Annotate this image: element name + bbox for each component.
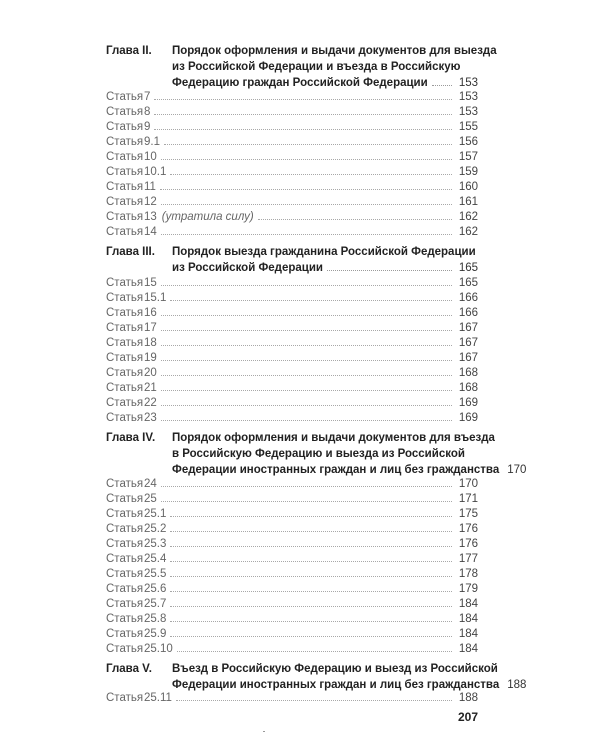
- article-row: [106, 396, 478, 411]
- dot-leader: [170, 545, 452, 547]
- article-page-number: 159: [458, 166, 478, 178]
- article-word: Статья: [106, 692, 144, 704]
- article-word: Статья: [106, 226, 144, 238]
- article-row: [106, 195, 478, 210]
- article-word: Статья: [106, 151, 144, 163]
- article-word: Статья: [106, 337, 144, 349]
- article-number: 25.8: [144, 613, 167, 625]
- article-row: [106, 537, 478, 552]
- article-row: [106, 507, 478, 522]
- article-word: Статья: [106, 136, 144, 148]
- chapter-page-number: 170: [507, 464, 527, 476]
- article-number: 9.1: [144, 136, 160, 148]
- article-row: [106, 336, 478, 351]
- article-row: [106, 567, 478, 582]
- article-page-number: 153: [458, 91, 478, 103]
- article-word: Статья: [106, 553, 144, 565]
- chapter-title-line: Федерации иностранных граждан и лиц без гражданства 188: [172, 679, 527, 691]
- article-page-number: 184: [458, 643, 478, 655]
- dot-leader: [154, 128, 452, 130]
- dot-leader: [161, 359, 452, 361]
- article-page-number: 167: [458, 322, 478, 334]
- article-row: [106, 691, 478, 706]
- chapter-title-line: Въезд в Российскую Федерацию и выезд из Российской: [172, 663, 498, 675]
- article-word: Статья: [106, 523, 144, 535]
- article-row: [106, 135, 478, 150]
- article-word: Статья: [106, 292, 144, 304]
- article-number: 25.10: [144, 643, 173, 655]
- dot-leader: [170, 173, 452, 175]
- article-word: Статья: [106, 121, 144, 133]
- article-number: 25.11: [144, 692, 172, 704]
- article-page-number: 162: [458, 211, 478, 223]
- chapter-label: Глава IV.: [106, 432, 156, 444]
- dot-leader: [160, 188, 452, 190]
- article-number: 10.1: [144, 166, 167, 178]
- chapter-title: [172, 244, 478, 276]
- article-word: Статья: [106, 643, 144, 655]
- article-page-number: 162: [458, 226, 478, 238]
- article-page-number: 155: [458, 121, 478, 133]
- article-page-number: 165: [458, 277, 478, 289]
- article-word: Статья: [106, 628, 144, 640]
- dot-leader: [170, 530, 452, 532]
- article-word: Статья: [106, 478, 144, 490]
- article-page-number: 178: [458, 568, 478, 580]
- chapter-label: Глава II.: [106, 45, 152, 57]
- article-page-number: 166: [458, 307, 478, 319]
- article-row: [106, 582, 478, 597]
- chapter-title-line: Порядок оформления и выдачи документов для выезда: [172, 45, 497, 57]
- dot-leader: [432, 84, 452, 86]
- dot-leader: [161, 485, 452, 487]
- article-row: [106, 552, 478, 567]
- dot-leader: [161, 329, 452, 331]
- dot-leader: [161, 389, 452, 391]
- article-page-number: 153: [458, 106, 478, 118]
- article-page-number: 177: [458, 553, 478, 565]
- article-number: 25.9: [144, 628, 167, 640]
- dot-leader: [161, 344, 452, 346]
- article-word: Статья: [106, 508, 144, 520]
- dot-leader: [154, 98, 452, 100]
- dot-leader: [258, 218, 452, 220]
- article-page-number: 171: [458, 493, 478, 505]
- chapter-page-number: 153: [458, 77, 478, 89]
- article-number: 23: [144, 412, 157, 424]
- article-number: 18: [144, 337, 157, 349]
- article-page-number: 160: [458, 181, 478, 193]
- article-word: Статья: [106, 166, 144, 178]
- article-word: Статья: [106, 382, 144, 394]
- article-word: Статья: [106, 583, 144, 595]
- article-row: [106, 225, 478, 240]
- article-page-number: 168: [458, 382, 478, 394]
- article-word: Статья: [106, 412, 144, 424]
- article-row: [106, 276, 478, 291]
- chapter-label: Глава V.: [106, 663, 152, 675]
- article-number: 25.5: [144, 568, 167, 580]
- article-word: Статья: [106, 181, 144, 193]
- chapter-page-number: 165: [458, 262, 478, 274]
- article-row: [106, 492, 478, 507]
- dot-leader: [170, 575, 452, 577]
- article-number: 25.3: [144, 538, 167, 550]
- article-row: [106, 612, 478, 627]
- article-number: 20: [144, 367, 157, 379]
- article-word: Статья: [106, 277, 144, 289]
- article-number: 22: [144, 397, 157, 409]
- chapter-title-line: Федерации иностранных граждан и лиц без гражданства 170: [172, 464, 527, 476]
- article-number: 25.6: [144, 583, 167, 595]
- article-word: Статья: [106, 307, 144, 319]
- dot-leader: [154, 113, 452, 115]
- article-row: [106, 522, 478, 537]
- article-page-number: 188: [458, 692, 478, 704]
- article-row: [106, 165, 478, 180]
- article-number: 24: [144, 478, 157, 490]
- dot-leader: [176, 699, 452, 701]
- chapter-label: Глава III.: [106, 246, 155, 258]
- article-page-number: 156: [458, 136, 478, 148]
- dot-leader: [327, 269, 452, 271]
- dot-leader: [161, 284, 452, 286]
- article-page-number: 167: [458, 352, 478, 364]
- article-word: Статья: [106, 367, 144, 379]
- dot-leader: [161, 314, 452, 316]
- article-word: Статья: [106, 196, 144, 208]
- page-number: 207: [457, 710, 478, 724]
- dot-leader: [161, 233, 452, 235]
- article-page-number: 166: [458, 292, 478, 304]
- dot-leader: [170, 560, 452, 562]
- chapter-title-line: из Российской Федерации 165: [172, 262, 478, 274]
- dot-leader: [164, 143, 452, 145]
- article-row: [106, 210, 478, 225]
- article-word: Статья: [106, 598, 144, 610]
- article-row: [106, 105, 478, 120]
- dot-leader: [170, 635, 452, 637]
- chapter-title: [172, 430, 527, 478]
- article-row: [106, 120, 478, 135]
- article-number: 9: [144, 121, 151, 133]
- dot-leader: [161, 374, 452, 376]
- article-row: [106, 321, 478, 336]
- article-number: 25.2: [144, 523, 167, 535]
- article-row: [106, 381, 478, 396]
- article-word: Статья: [106, 106, 144, 118]
- dot-leader: [170, 299, 452, 301]
- article-page-number: 184: [458, 598, 478, 610]
- article-word: Статья: [106, 568, 144, 580]
- article-row: [106, 291, 478, 306]
- dot-leader: [161, 419, 452, 421]
- article-row: [106, 366, 478, 381]
- article-page-number: 161: [458, 196, 478, 208]
- article-row: [106, 642, 478, 657]
- article-page-number: 168: [458, 367, 478, 379]
- article-page-number: 169: [458, 412, 478, 424]
- article-page-number: 157: [458, 151, 478, 163]
- article-row: [106, 306, 478, 321]
- article-page-number: 167: [458, 337, 478, 349]
- dot-leader: [161, 500, 452, 502]
- article-note: (утратила силу): [161, 211, 254, 223]
- article-page-number: 184: [458, 613, 478, 625]
- article-number: 25: [144, 493, 157, 505]
- chapter-title: [172, 43, 497, 91]
- dot-leader: [170, 515, 452, 517]
- article-page-number: 179: [458, 583, 478, 595]
- article-number: 19: [144, 352, 157, 364]
- article-row: [106, 150, 478, 165]
- article-number: 25.1: [144, 508, 167, 520]
- article-number: 14: [144, 226, 157, 238]
- article-word: Статья: [106, 352, 144, 364]
- article-row: [106, 180, 478, 195]
- article-number: 16: [144, 307, 157, 319]
- article-word: Статья: [106, 613, 144, 625]
- article-number: 15.1: [144, 292, 167, 304]
- dot-leader: [161, 404, 452, 406]
- chapter-title: [172, 661, 527, 693]
- article-row: [106, 90, 478, 105]
- article-word: Статья: [106, 397, 144, 409]
- dot-leader: [161, 203, 452, 205]
- article-page-number: 175: [458, 508, 478, 520]
- chapter-title-line: из Российской Федерации и въезда в Российскую: [172, 61, 461, 73]
- article-page-number: 176: [458, 538, 478, 550]
- article-number: 25.7: [144, 598, 167, 610]
- article-number: 12: [144, 196, 157, 208]
- article-number: 15: [144, 277, 157, 289]
- dot-leader: [170, 620, 452, 622]
- dot-leader: [170, 590, 452, 592]
- article-number: 8: [144, 106, 151, 118]
- article-number: 10: [144, 151, 157, 163]
- article-number: 7: [144, 91, 151, 103]
- article-number: 13: [144, 211, 157, 223]
- article-page-number: 176: [458, 523, 478, 535]
- article-word: Статья: [106, 211, 144, 223]
- article-number: 11: [144, 181, 156, 193]
- article-word: Статья: [106, 91, 144, 103]
- chapter-page-number: 188: [507, 679, 527, 691]
- article-row: [106, 627, 478, 642]
- dot-leader: [161, 158, 452, 160]
- article-number: 17: [144, 322, 157, 334]
- article-page-number: 170: [458, 478, 478, 490]
- chapter-title-line: Порядок оформления и выдачи документов для въезда: [172, 432, 495, 444]
- article-page-number: 184: [458, 628, 478, 640]
- article-word: Статья: [106, 538, 144, 550]
- article-row: [106, 597, 478, 612]
- article-page-number: 169: [458, 397, 478, 409]
- dot-leader: [170, 605, 452, 607]
- print-speck: [263, 731, 265, 732]
- article-word: Статья: [106, 493, 144, 505]
- chapter-title-line: Порядок выезда гражданина Российской Федерации: [172, 246, 476, 258]
- chapter-title-line: Федерацию граждан Российской Федерации 153: [172, 77, 478, 89]
- article-row: [106, 351, 478, 366]
- article-row: [106, 411, 478, 426]
- article-word: Статья: [106, 322, 144, 334]
- dot-leader: [177, 650, 452, 652]
- article-row: [106, 477, 478, 492]
- article-number: 21: [144, 382, 157, 394]
- article-number: 25.4: [144, 553, 167, 565]
- chapter-title-line: в Российскую Федерацию и выезда из Российской: [172, 448, 465, 460]
